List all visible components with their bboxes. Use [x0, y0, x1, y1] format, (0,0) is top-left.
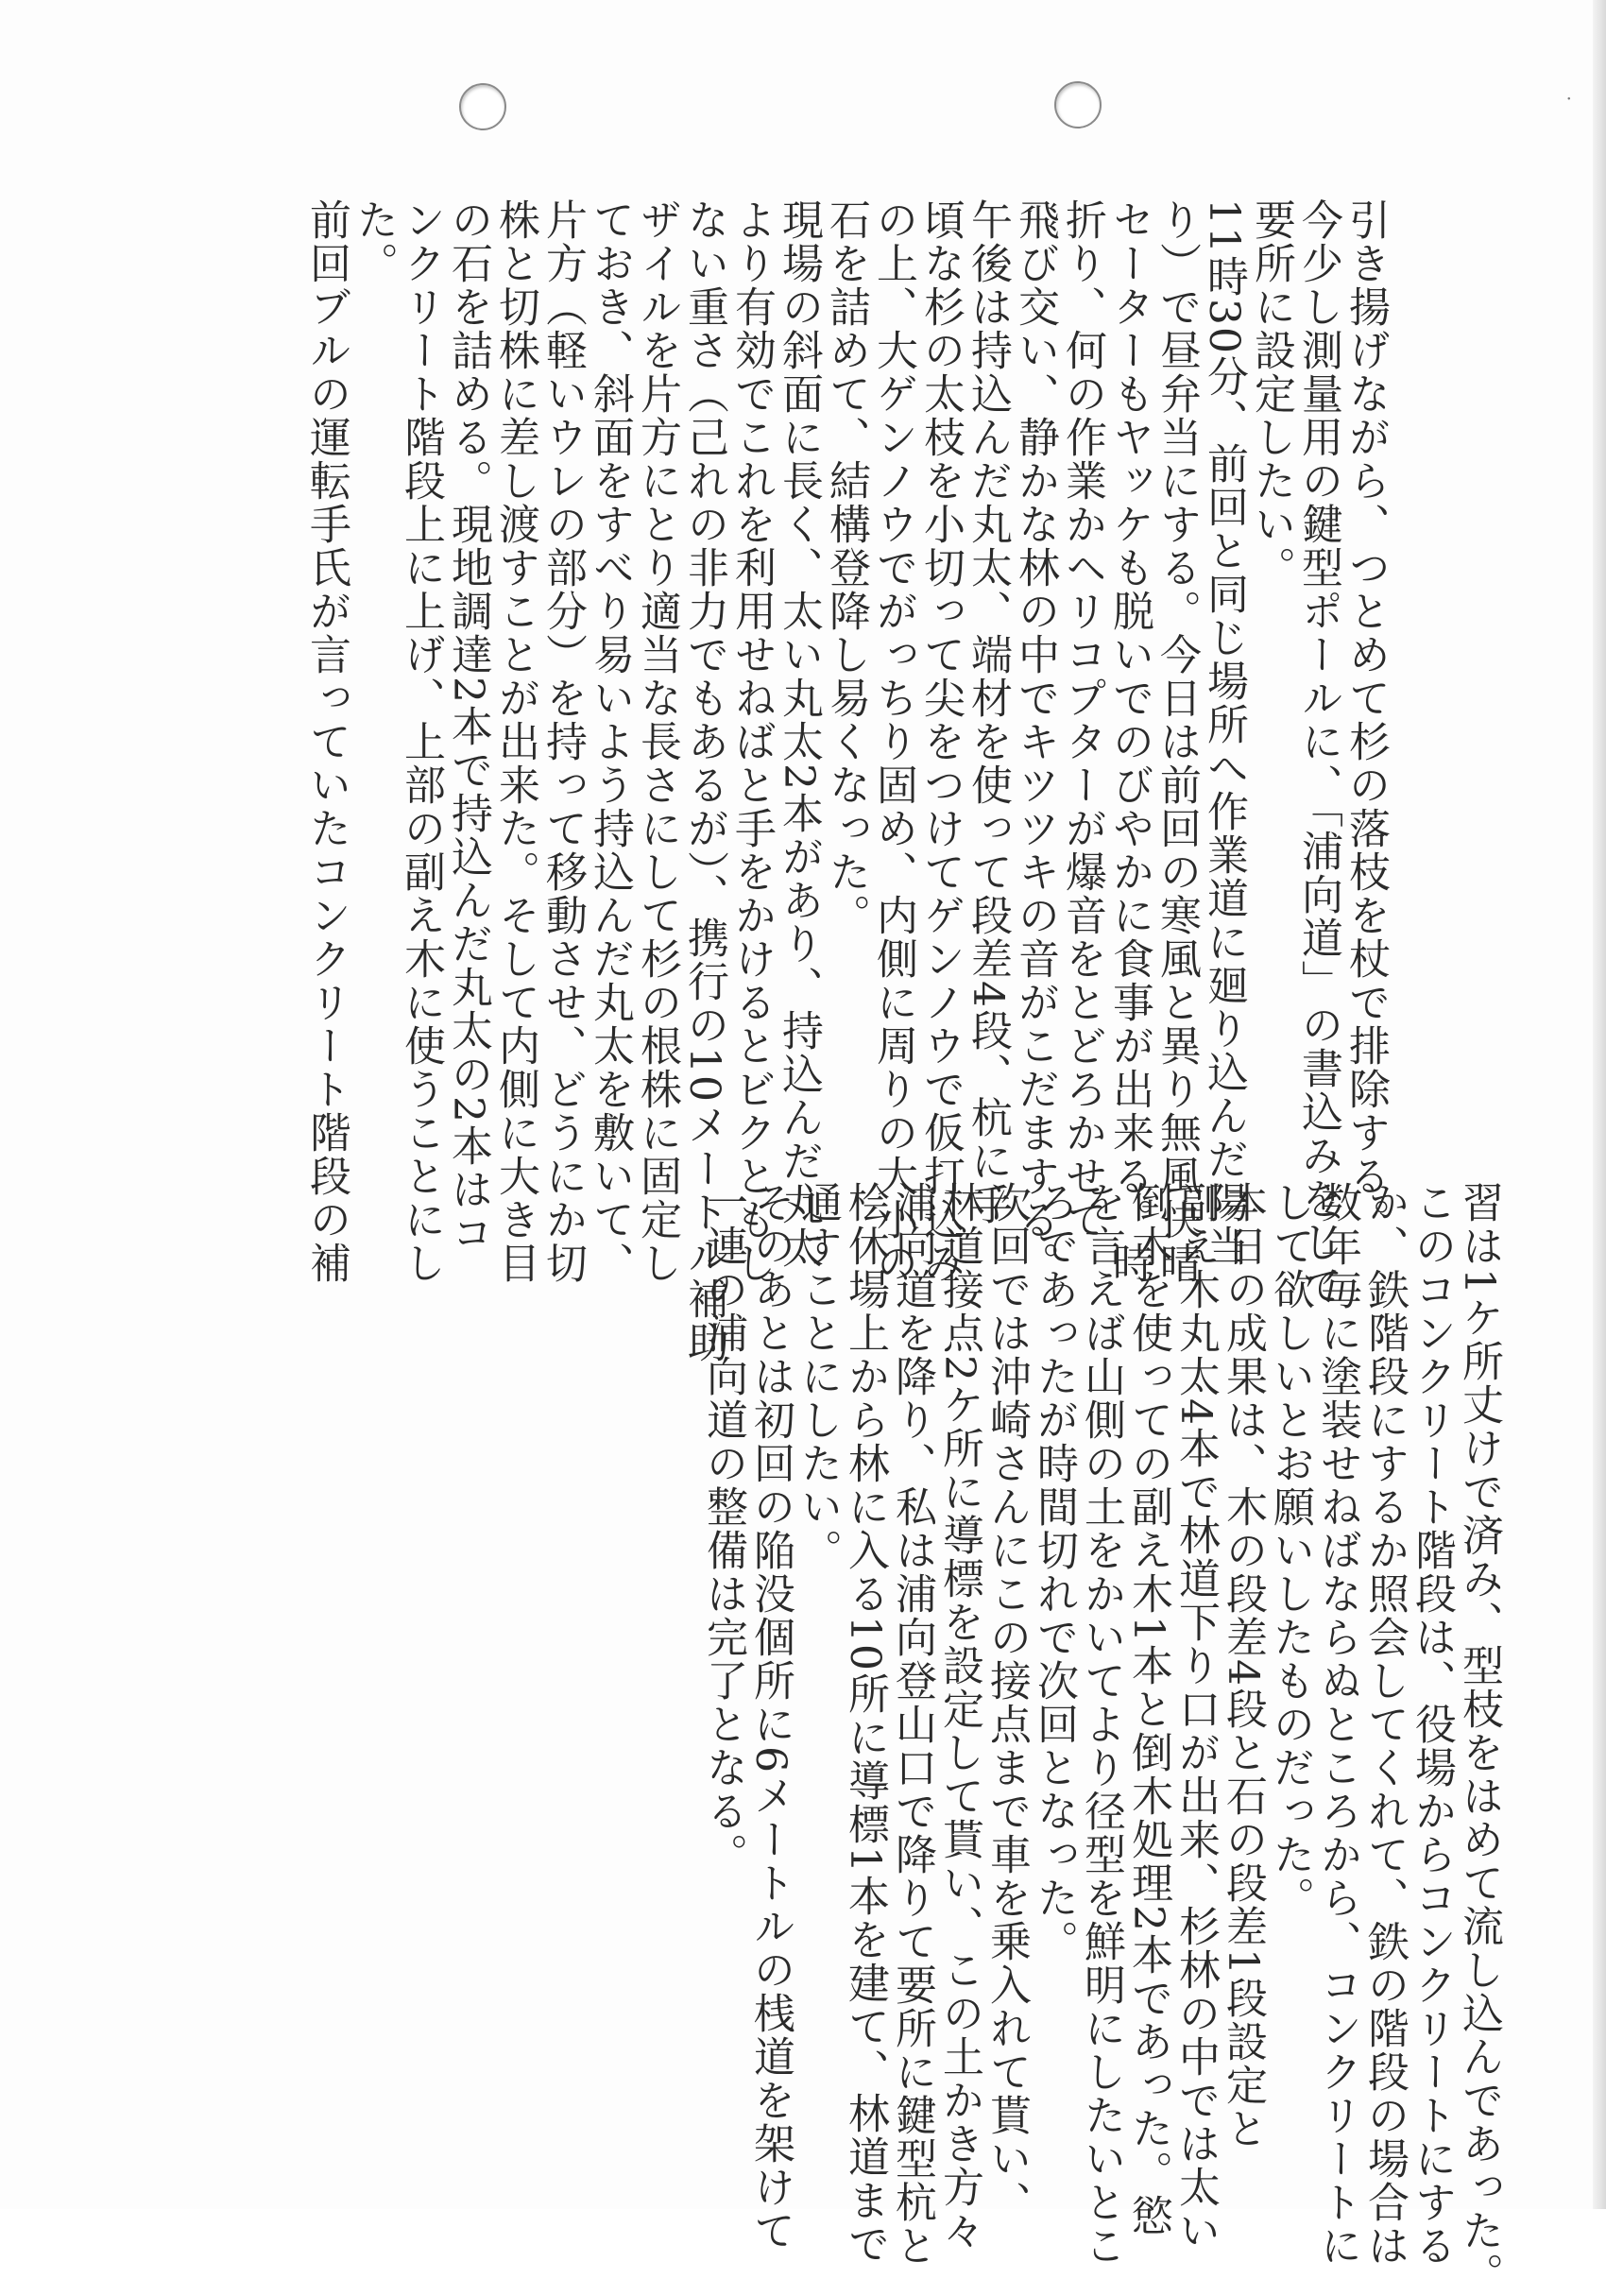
text-column: 折り、何の作業かヘリコプターが爆音をとどろかせて — [1058, 198, 1106, 1242]
text-column: 通すことにしたい。 — [794, 1181, 842, 1572]
text-column: 頃な杉の太枝を小切って尖をつけてゲンノウで仮打込み — [916, 198, 965, 1285]
text-column: 株と切株に差し渡すことが出来た。そして内側に大き目 — [491, 198, 539, 1285]
text-column: 要所に設定したい。 — [1247, 198, 1295, 590]
punch-hole-right — [1054, 81, 1102, 129]
text-column: 午後は持込んだ丸太、端材を使って段差4段、杭に手 — [964, 198, 1012, 1226]
text-column: の上、大ゲンノウでがっちり固め、内側に周りの大小の — [869, 198, 917, 1285]
text-column: 11時30分、前回と同じ場所へ作業道に廻り込んだ陽当 — [1200, 198, 1248, 1268]
text-column: 前回ブルの運転手氏が言っていたコンクリート階段の補 — [302, 198, 350, 1285]
text-column: か、鉄階段にするか照会してくれて、鉄の階段の場合は — [1360, 1181, 1409, 2268]
page-edge-shadow — [1593, 0, 1606, 2209]
text-column: そのあとは初回の陥没個所に6メートルの桟道を架けて — [746, 1181, 794, 2253]
text-column: より有効でこれを利用せねばと手をかけるとビクともし — [727, 198, 776, 1285]
upper-text-block — [302, 198, 1390, 1364]
text-column: 習は1ケ所丈けで済み、型枝をはめて流し込んであった。 — [1455, 1181, 1503, 2296]
text-column: た。 — [350, 198, 398, 285]
text-column: 今少し測量用の鍵型ポールに、「浦向道」の書込みをして — [1294, 198, 1342, 1308]
text-column: ンクリート階段上に上げ、上部の副え木に使うことにし — [397, 198, 445, 1285]
punch-hole-left — [459, 83, 506, 130]
text-column: セーターもヤッケも脱いでのびやかに食事が出来る。時 — [1105, 198, 1153, 1285]
text-column: の石を詰める。現地調達2本で持込んだ丸太の2本はコ — [444, 198, 492, 1255]
text-column: 本日の成果は、木の段差4段と石の段差1段設定と — [1219, 1181, 1267, 2150]
text-column: 浦向道を降り、私は浦向登山口で降りて要所に鍵型杭と — [888, 1181, 936, 2268]
text-column: ない重さ（己れの非力でもあるが）、携行の10メートル補助 — [680, 198, 728, 1364]
text-column: 一連の浦向道の整備は完了となる。 — [699, 1181, 747, 1876]
text-column: 副え木丸太4本で林道下り口が出来、杉林の中では太い — [1171, 1181, 1220, 2253]
text-column: 数年毎に塗装せねばならぬところから、コンクリートに — [1313, 1181, 1361, 2268]
text-column: ザイルを片方にとり適当な長さにして杉の根株に固定し — [633, 198, 681, 1285]
text-column: 倒木を使っての副え木1本と倒木処理2本であった。慾 — [1124, 1181, 1172, 2237]
text-column: 林道接点2ケ所に導標を設定して貰い、この土かき方々 — [935, 1181, 983, 2253]
text-column: 現場の斜面に長く、太い丸太2本があり、持込んだ丸太 — [775, 198, 823, 1270]
lower-text-block — [699, 1181, 1503, 2296]
text-column: 片方（軽いウレの部分）を持って移動させ、どうにか切 — [538, 198, 587, 1285]
text-column: 引き揚げながら、つとめて杉の落枝を杖で排除する。 — [1341, 198, 1390, 1242]
text-column: ろであったが時間切れで次回となった。 — [1030, 1181, 1078, 1963]
text-column: 石を詰めて、結構登降し易くなった。 — [822, 198, 870, 937]
text-column: して欲しいとお願いしたものだった。 — [1266, 1181, 1314, 1920]
text-column: 飛び交い、静かな林の中でキツツキの音がこだまする。 — [1011, 198, 1059, 1285]
text-column: 桧休場上から林に入る10所に導標1本を建て、林道まで — [841, 1181, 889, 2266]
text-column: り）で昼弁当にする。今日は前回の寒風と異り無風快晴 — [1153, 198, 1201, 1285]
text-column: このコンクリート階段は、役場からコンクリートにする — [1408, 1181, 1456, 2268]
text-column: を言えば山側の土をかいてより径型を鮮明にしたいとこ — [1077, 1181, 1125, 2268]
text-column: 次回では沖崎さんにこの接点まで車を乗入れて貰い、 — [982, 1181, 1031, 2224]
stray-mark: · — [1565, 87, 1572, 110]
text-column: ておき、斜面をすべり易いよう持込んだ丸太を敷いて、 — [586, 198, 634, 1285]
